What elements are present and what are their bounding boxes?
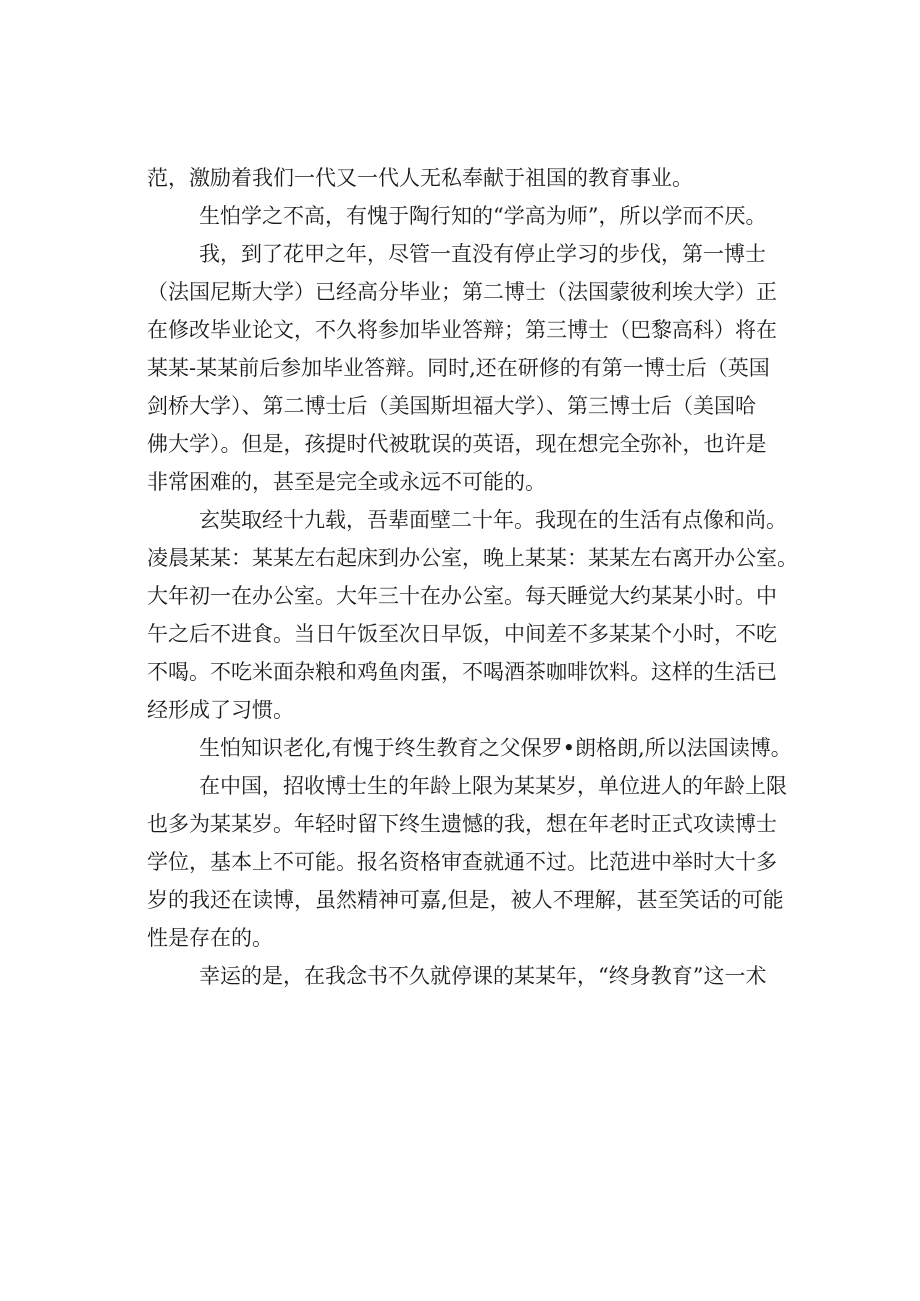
text-line: 我，到了花甲之年，尽管一直没有停止学习的步伐，第一博士	[199, 242, 766, 266]
text-line: 不喝。不吃米面杂粮和鸡鱼肉蛋，不喝酒茶咖啡饮料。这样的生活已	[147, 660, 777, 684]
text-line: 某某-某某前后参加毕业答辩。同时,还在研修的有第一博士后（英国	[147, 356, 770, 380]
text-line: 学位，基本上不可能。报名资格审查就通不过。比范进中举时大十多	[147, 850, 777, 874]
text-line: 剑桥大学）、第二博士后（美国斯坦福大学）、第三博士后（美国哈	[147, 394, 756, 418]
text-line: 岁的我还在读博，虽然精神可嘉,但是，被人不理解，甚至笑话的可能	[147, 888, 784, 912]
text-line: （法国尼斯大学）已经高分毕业；第二博士（法国蒙彼利埃大学）正	[147, 280, 777, 304]
text-line: 大年初一在办公室。大年三十在办公室。每天睡觉大约某某小时。中	[147, 584, 777, 608]
text-line: 佛大学）。但是，孩提时代被耽误的英语，现在想完全弥补，也许是	[147, 432, 767, 456]
text-line: 也多为某某岁。年轻时留下终生遗憾的我，想在年老时正式攻读博士	[147, 812, 777, 836]
text-line: 生怕学之不高，有愧于陶行知的“学高为师”，所以学而不厌。	[199, 204, 767, 228]
text-line: 在中国，招收博士生的年龄上限为某某岁，单位进人的年龄上限	[199, 774, 787, 798]
text-line: 幸运的是，在我念书不久就停课的某某年，“终身教育”这一术	[199, 964, 767, 988]
text-line: 玄奘取经十九载，吾辈面壁二十年。我现在的生活有点像和尚。	[199, 508, 787, 532]
text-line: 性是存在的。	[147, 926, 273, 950]
text-line: 凌晨某某：某某左右起床到办公室，晚上某某：某某左右离开办公室。	[147, 546, 798, 570]
text-line: 非常困难的，甚至是完全或永远不可能的。	[147, 470, 546, 494]
text-line: 在修改毕业论文，不久将参加毕业答辩；第三博士（巴黎高科）将在	[147, 318, 777, 342]
text-line: 经形成了习惯。	[147, 698, 294, 722]
text-line: 午之后不进食。当日午饭至次日早饭，中间差不多某某个小时，不吃	[147, 622, 777, 646]
document-body	[147, 159, 807, 995]
text-line: 范，激励着我们一代又一代人无私奉献于祖国的教育事业。	[147, 166, 693, 190]
text-line: 生怕知识老化,有愧于终生教育之父保罗•朗格朗,所以法国读博。	[199, 736, 792, 760]
